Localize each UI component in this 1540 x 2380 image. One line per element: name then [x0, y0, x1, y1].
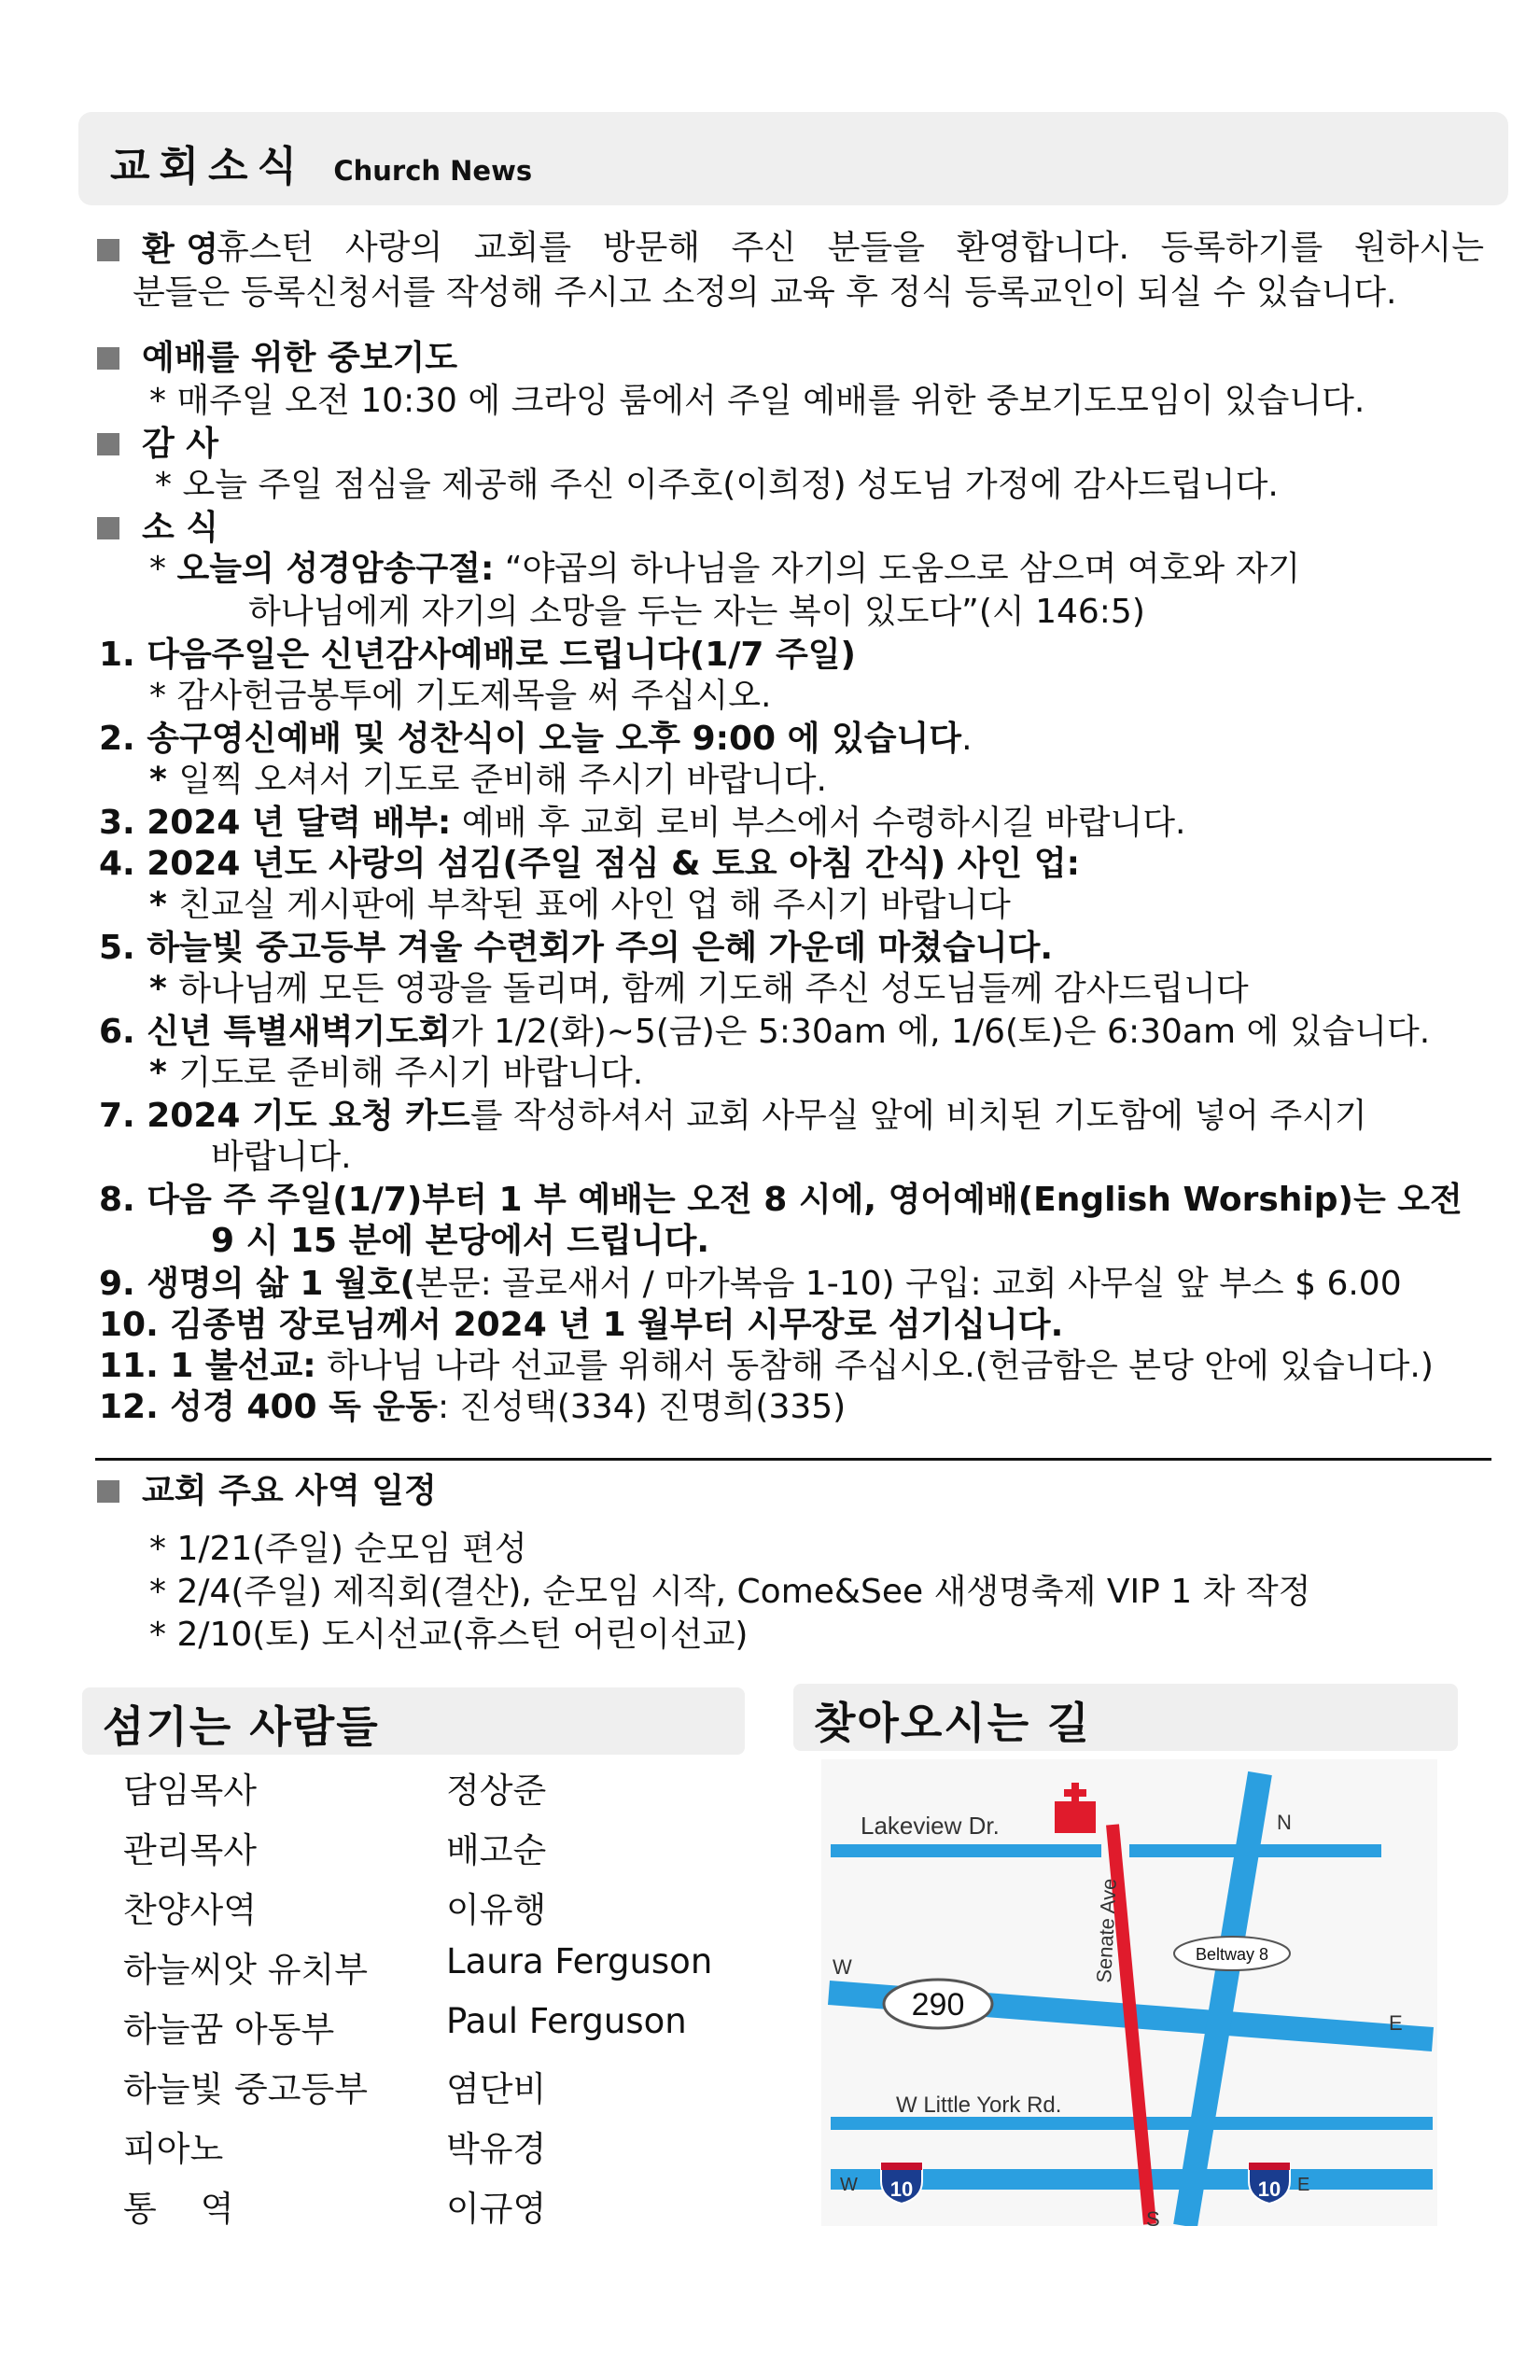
news-item-2-bold: 2. 송구영신예배 및 성찬식이 오늘 오후 9:00 에 있습니다	[99, 720, 962, 758]
staff-name: 박유경	[446, 2129, 547, 2169]
news-item-2-rest: .	[961, 720, 973, 758]
staff-name: 배고순	[446, 1830, 547, 1870]
bullet-square-icon	[97, 347, 119, 370]
schedule-entry: * 2/10(토) 도시선교(휴스턴 어린이선교)	[149, 1616, 749, 1654]
compass-w-i10: W	[840, 2175, 858, 2195]
news-item-12-bold: 12. 성경 400 독 운동	[99, 1388, 438, 1426]
staff-name: 정상준	[446, 1771, 547, 1811]
directions-title: 찾아오시는 길	[814, 1698, 1091, 1748]
star: *	[149, 886, 179, 924]
schedule-entry: * 2/4(주일) 제직회(결산), 순모임 시작, Come&See 새생명축제 VIP 1 차 작정	[149, 1573, 1311, 1611]
news-item-5-sub-text: 하나님께 모든 영광을 돌리며, 함께 기도해 주신 성도님들께 감사드립니다	[178, 970, 1249, 1008]
verse-line1: “야곱의 하나님을 자기의 도움으로 삼으며 여호와 자기	[494, 550, 1301, 588]
staff-name: 염단비	[446, 2069, 547, 2109]
news-item-5-sub	[149, 969, 1249, 1010]
header-title	[110, 133, 532, 192]
news-item-7	[99, 1096, 1367, 1137]
news-item-9-rest: 본문: 골로새서 / 마가복음 1-10) 구입: 교회 사무실 앞 부스 $ 6.00	[415, 1265, 1402, 1303]
verse-line2: 하나님에게 자기의 소망을 두는 자는 복이 있도다”(시 146:5)	[248, 593, 1145, 631]
star: *	[149, 970, 179, 1008]
prayer-label: 예배를 위한 중보기도	[142, 339, 458, 377]
news-item-3-bold: 3. 2024 년 달력 배부:	[99, 804, 452, 842]
news-item-3	[99, 803, 1185, 844]
news-item-6-bold: 6. 신년 특별새벽기도회	[99, 1013, 451, 1051]
news-item-7-rest: 를 작성하셔서 교회 사무실 앞에 비치된 기도함에 넣어 주시기	[469, 1097, 1367, 1135]
verse-label: 오늘의 성경암송구절:	[176, 550, 495, 588]
news-item-4-sub	[149, 885, 1011, 926]
news-item-6	[99, 1012, 1430, 1053]
news-item-4-sub-text: 친교실 게시판에 부착된 표에 사인 업 해 주시기 바랍니다	[178, 886, 1011, 924]
schedule-label: 교회 주요 사역 일정	[142, 1472, 437, 1510]
compass-e-i10: E	[1297, 2175, 1310, 2195]
news-item-7-cont: 바랍니다.	[211, 1138, 352, 1176]
news-item-1-sub: * 감사헌금봉투에 기도제목을 써 주십시오.	[149, 677, 772, 715]
compass-w: W	[833, 1955, 852, 1979]
location-map	[821, 1759, 1437, 2226]
news-item-7-bold: 7. 2024 기도 요청 카드	[99, 1097, 470, 1135]
prayer-heading	[97, 338, 457, 379]
lakeview-label: Lakeview Dr.	[861, 1812, 1000, 1840]
welcome-line1: 휴스턴 사랑의 교회를 방문해 주신 분들을 환영합니다. 등록하기를 원하시는	[217, 229, 1484, 267]
i10-label: 10	[889, 2177, 914, 2201]
news-label: 소 식	[142, 509, 219, 547]
church-cross-icon	[1064, 1789, 1086, 1797]
staff-role: 통 역	[123, 2189, 234, 2229]
news-item-9-bold: 9. 생명의 삶 1 월호(	[99, 1265, 416, 1303]
news-item-5: 5. 하늘빛 중고등부 겨울 수련회가 주의 은혜 가운데 마쳤습니다.	[99, 929, 1054, 967]
staff-title: 섬기는 사람들	[103, 1701, 380, 1752]
bullet-square-icon	[97, 433, 119, 455]
schedule-entry: * 1/21(주일) 순모임 편성	[149, 1530, 527, 1568]
news-item-10: 10. 김종범 장로님께서 2024 년 1 월부터 시무장로 섬기십니다.	[99, 1306, 1064, 1344]
staff-header	[82, 1687, 745, 1755]
bullet-square-icon	[97, 1480, 119, 1503]
staff-role: 하늘꿈 아동부	[123, 2009, 335, 2050]
i10-shield-icon	[1249, 2163, 1290, 2204]
staff-name: 이규영	[446, 2189, 547, 2229]
i10-shield-icon	[881, 2163, 922, 2204]
prayer-text: * 매주일 오전 10:30 에 크라잉 룸에서 주일 예배를 위한 중보기도모임이 있습니다.	[149, 382, 1365, 420]
news-item-1: 1. 다음주일은 신년감사예배로 드립니다(1/7 주일)	[99, 636, 856, 674]
star: *	[149, 761, 179, 799]
church-icon	[1055, 1801, 1096, 1833]
welcome-line2: 분들은 등록신청서를 작성해 주시고 소정의 교육 후 정식 등록교인이 되실 수 있습니다.	[133, 273, 1397, 312]
news-item-2	[99, 719, 973, 760]
news-item-2-sub	[149, 760, 827, 801]
news-item-11	[99, 1346, 1434, 1387]
church-news-header	[78, 112, 1508, 205]
news-item-12-rest: : 진성택(334) 진명희(335)	[437, 1388, 847, 1426]
staff-role: 하늘빛 중고등부	[123, 2069, 368, 2109]
thanks-heading	[97, 424, 218, 465]
staff-name: Paul Ferguson	[446, 2001, 687, 2041]
welcome-label: 환 영	[142, 231, 219, 269]
staff-role: 찬양사역	[123, 1890, 257, 1930]
staff-role: 관리목사	[123, 1830, 257, 1870]
staff-role: 하늘씨앗 유치부	[123, 1950, 368, 1990]
news-item-8-cont: 9 시 15 분에 본당에서 드립니다.	[211, 1222, 710, 1260]
thanks-text: * 오늘 주일 점심을 제공해 주신 이주호(이희정) 성도님 가정에 감사드립니다.	[155, 466, 1279, 504]
staff-role: 담임목사	[123, 1771, 257, 1811]
section-divider	[95, 1458, 1491, 1461]
staff-name: 이유행	[446, 1890, 547, 1930]
schedule-heading	[97, 1471, 437, 1512]
news-item-11-bold: 11. 1 불선교:	[99, 1347, 316, 1385]
news-item-6-sub	[149, 1053, 643, 1094]
news-item-6-rest: 가 1/2(화)~5(금)은 5:30am 에, 1/6(토)은 6:30am 에 있습니다.	[450, 1013, 1431, 1051]
beltway8-label: Beltway 8	[1195, 1945, 1269, 1964]
news-item-4: 4. 2024 년도 사랑의 섬김(주일 점심 & 토요 아침 간식) 사인 업:	[99, 845, 1081, 883]
header-title-korean: 교회소식	[110, 143, 307, 190]
welcome-heading	[97, 230, 218, 271]
news-item-12	[99, 1387, 846, 1428]
memory-verse	[149, 549, 1300, 590]
bullet-square-icon	[97, 517, 119, 539]
staff-name: Laura Ferguson	[446, 1941, 713, 1981]
news-item-2-sub-text: 일찍 오셔서 기도로 준비해 주시기 바랍니다.	[178, 761, 827, 799]
i10-label: 10	[1257, 2177, 1281, 2201]
bullet-square-icon	[97, 239, 119, 261]
thanks-label: 감 사	[142, 425, 219, 463]
news-item-3-rest: 예배 후 교회 로비 부스에서 수령하시길 바랍니다.	[451, 804, 1186, 842]
news-item-8: 8. 다음 주 주일(1/7)부터 1 부 예배는 오전 8 시에, 영어예배(English Worship)는 오전	[99, 1181, 1463, 1219]
little-york-label: W Little York Rd.	[896, 2093, 1062, 2118]
compass-s: S	[1146, 2207, 1160, 2226]
star: *	[149, 1054, 179, 1092]
news-item-9	[99, 1264, 1402, 1305]
verse-star: *	[149, 550, 177, 588]
hwy290-label: 290	[911, 1987, 965, 2023]
header-subtitle: Church News	[333, 155, 533, 187]
compass-n: N	[1277, 1811, 1292, 1834]
directions-header	[793, 1684, 1458, 1751]
staff-role: 피아노	[123, 2129, 224, 2169]
senate-label: Senate Ave	[1092, 1877, 1121, 1984]
news-heading	[97, 508, 218, 549]
compass-e: E	[1389, 2011, 1403, 2035]
news-item-6-sub-text: 기도로 준비해 주시기 바랍니다.	[178, 1054, 644, 1092]
news-item-11-rest: 하나님 나라 선교를 위해서 동참해 주십시오.(헌금함은 본당 안에 있습니다.)	[315, 1347, 1434, 1385]
